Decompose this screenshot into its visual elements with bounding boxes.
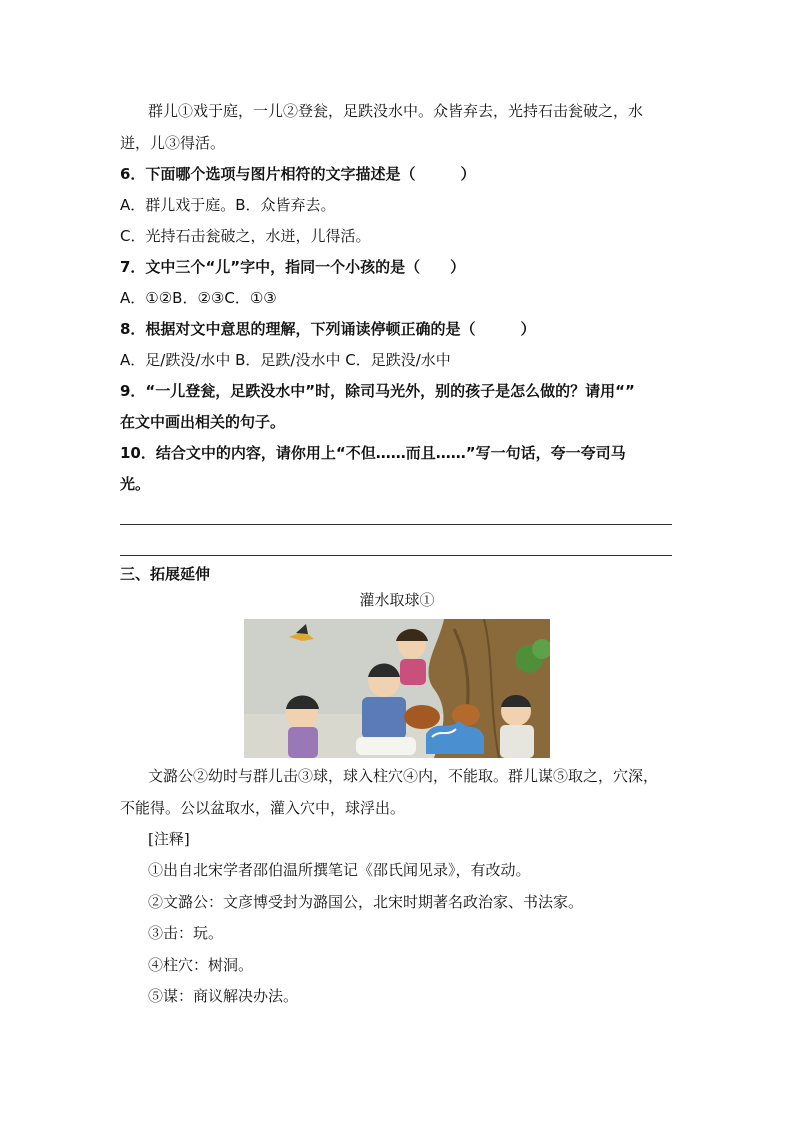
q6-option-c: C．光持石击瓮破之，水迸，儿得活。 <box>120 227 371 245</box>
story-title: 灌水取球① <box>359 591 435 609</box>
note-3: ③击：玩。 <box>148 924 224 942</box>
answer-line-1[interactable] <box>120 524 672 525</box>
question-10-line2: 光。 <box>120 475 151 493</box>
section-3-heading: 三、拓展延伸 <box>120 565 211 583</box>
note-4: ④柱穴：树洞。 <box>148 956 254 974</box>
question-6: 6．下面哪个选项与图片相符的文字描述是（ ） <box>120 165 476 183</box>
q8-options: A．足/跌没/水中 B．足跌/没水中 C．足跌没/水中 <box>120 351 451 369</box>
q7-options: A．①②B．②③C．①③ <box>120 289 277 307</box>
passage2-line2: 不能得。公以盆取水，灌入穴中，球浮出。 <box>120 799 406 817</box>
note-2: ②文潞公：文彦博受封为潞国公，北宋时期著名政治家、书法家。 <box>148 893 584 911</box>
passage1-line2: 迸，儿③得活。 <box>120 134 226 152</box>
answer-line-2[interactable] <box>120 555 672 556</box>
question-10-line1: 10．结合文中的内容，请你用上“不但……而且……”写一句话，夸一夸司马 <box>120 444 626 462</box>
note-1: ①出自北宋学者邵伯温所撰笔记《邵氏闻见录》，有改动。 <box>148 861 531 879</box>
question-9-line2: 在文中画出相关的句子。 <box>120 413 286 431</box>
note-5: ⑤谋：商议解决办法。 <box>148 987 299 1005</box>
question-9-line1: 9．“一儿登瓮，足跌没水中”时，除司马光外，别的孩子是怎么做的？请用“” <box>120 382 635 400</box>
question-7: 7．文中三个“儿”字中，指同一个小孩的是（ ） <box>120 258 466 276</box>
notes-label: [注释] <box>148 830 190 848</box>
question-8: 8．根据对文中意思的理解，下列诵读停顿正确的是（ ） <box>120 320 536 338</box>
story-illustration <box>244 619 550 758</box>
children-tree-picture <box>244 619 550 758</box>
q6-options-ab: A．群儿戏于庭。B．众皆弃去。 <box>120 196 336 214</box>
passage1-line1: 群儿①戏于庭，一儿②登瓮，足跌没水中。众皆弃去，光持石击瓮破之，水 <box>148 102 644 120</box>
passage2-line1: 文潞公②幼时与群儿击③球，球入柱穴④内，不能取。群儿谋⑤取之，穴深， <box>148 767 659 785</box>
